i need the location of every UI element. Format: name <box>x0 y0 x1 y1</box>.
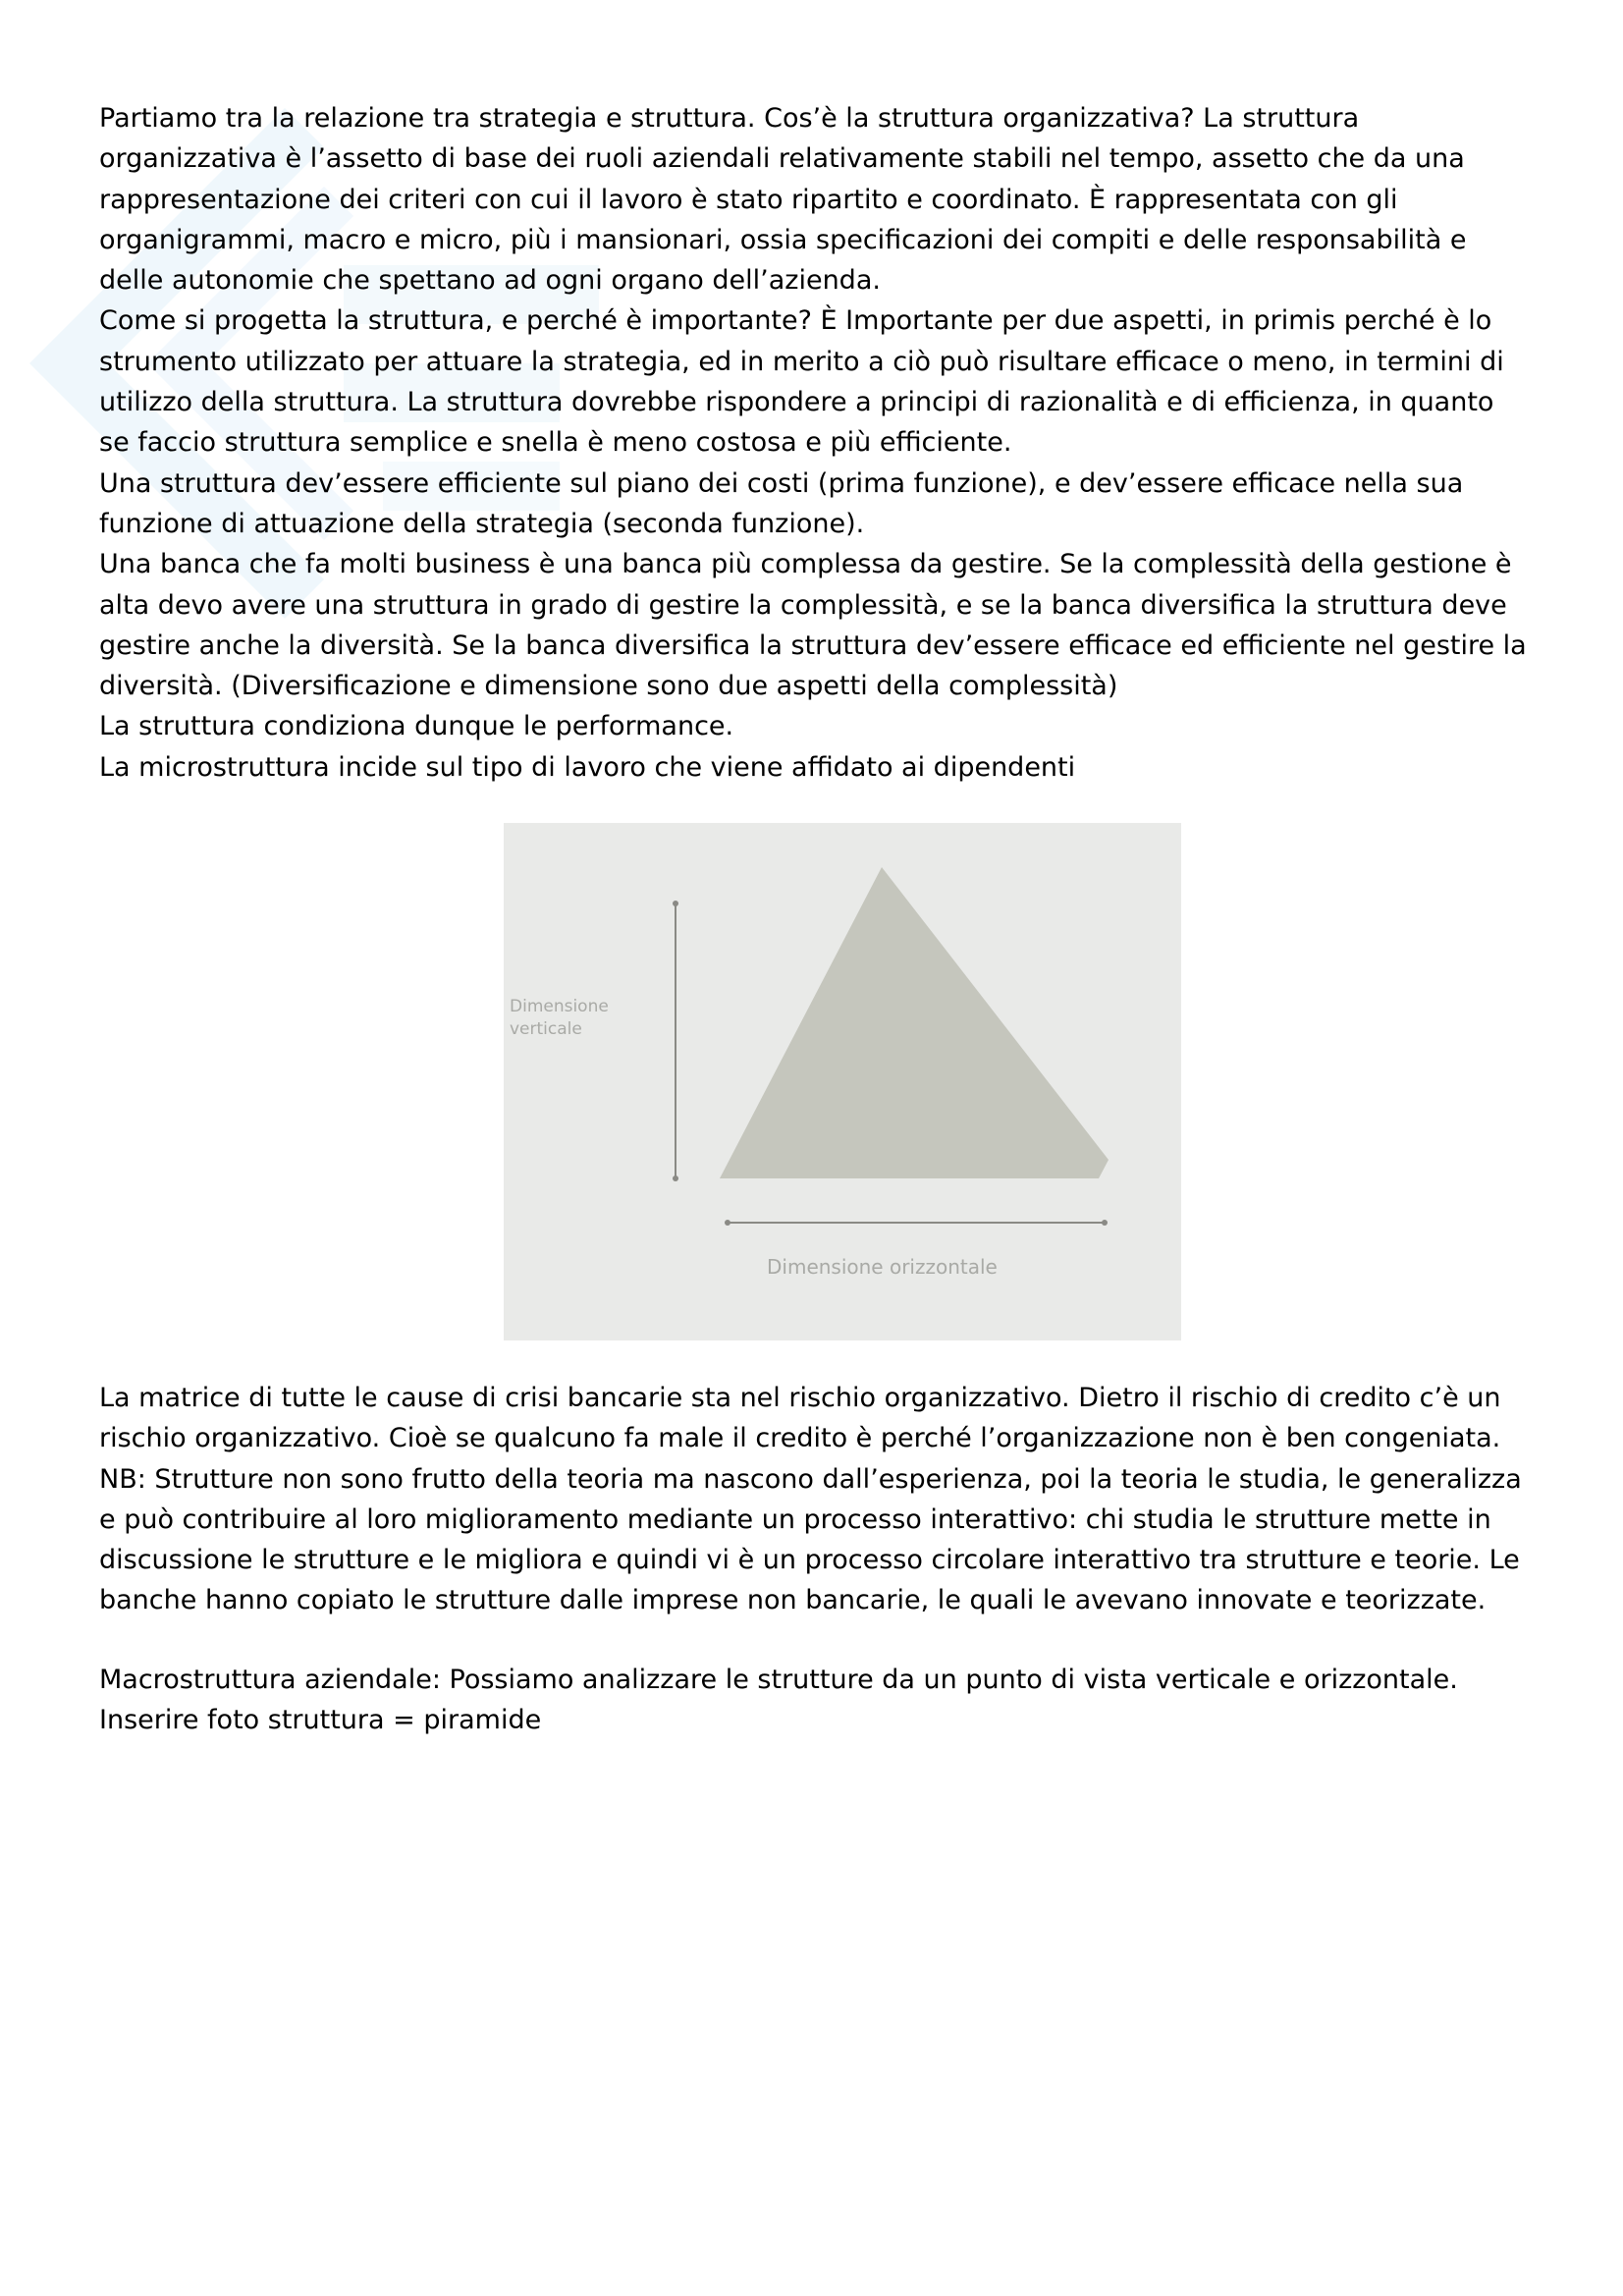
text-line: strumento utilizzato per attuare la strategia, ed in merito a ciò può risultare efficace o meno, in termini di <box>99 346 1504 377</box>
text-line: banche hanno copiato le strutture dalle imprese non bancarie, le quali le avevano innovate e teorizzate. <box>99 1585 1487 1616</box>
text-line: alta devo avere una struttura in grado di gestire la complessità, e se la banca diversifica la struttura deve <box>99 589 1507 621</box>
text-line: utilizzo della struttura. La struttura dovrebbe rispondere a principi di razionalità e di efficienza, in quanto <box>99 387 1494 418</box>
text-section-3 <box>99 1660 1533 1741</box>
paragraph-structure-intro <box>99 98 1533 788</box>
vertical-axis-bottom-marker <box>673 1175 678 1181</box>
vertical-axis-label-line2: verticale <box>510 1019 582 1039</box>
paragraph-organizational-risk <box>99 1378 1533 1621</box>
text-line: rischio organizzativo. Cioè se qualcuno fa male il credito è perché l’organizzazione non è ben congeniata. <box>99 1423 1501 1454</box>
text-line: e può contribuire al loro miglioramento mediante un processo interattivo: chi studia le strutture mette in <box>99 1503 1491 1535</box>
text-line: delle autonomie che spettano ad ogni organo dell’azienda. <box>99 265 881 297</box>
horizontal-axis-left-marker <box>725 1220 730 1226</box>
paragraph-macrostructure <box>99 1660 1533 1741</box>
horizontal-axis-right-marker <box>1102 1220 1108 1226</box>
vertical-axis-top-marker <box>673 901 678 906</box>
text-line: diversità. (Diversificazione e dimensione sono due aspetti della complessità) <box>99 671 1118 702</box>
text-line: Una banca che fa molti business è una banca più complessa da gestire. Se la complessità della gestione è <box>99 549 1512 580</box>
text-line: La matrice di tutte le cause di crisi bancarie sta nel rischio organizzativo. Dietro il rischio di credito c’è un <box>99 1383 1501 1413</box>
text-section-2 <box>99 1378 1533 1621</box>
text-line: rappresentazione dei criteri con cui il lavoro è stato ripartito e coordinato. È rappresentata con gli <box>99 184 1398 215</box>
text-line: Partiamo tra la relazione tra strategia e struttura. Cos’è la struttura organizzativa? La struttura <box>99 103 1360 134</box>
text-section-1 <box>99 98 1533 788</box>
text-line: Inserire foto struttura = piramide <box>99 1705 542 1736</box>
text-line: La struttura condiziona dunque le performance. <box>99 711 734 742</box>
pyramid-figure <box>504 823 1181 1340</box>
text-line: Come si progetta la struttura, e perché è importante? È Importante per due aspetti, in primis perché è lo <box>99 305 1492 337</box>
text-line: NB: Strutture non sono frutto della teoria ma nascono dall’esperienza, poi la teoria le studia, le generalizza <box>99 1463 1522 1495</box>
text-line: Macrostruttura aziendale: Possiamo analizzare le strutture da un punto di vista verticale e orizzontale. <box>99 1665 1458 1695</box>
pyramid-diagram <box>504 823 1181 1340</box>
text-line: organigrammi, macro e micro, più i mansionari, ossia specificazioni dei compiti e delle responsabilità e <box>99 224 1467 255</box>
vertical-axis-label: Dimensione <box>510 997 609 1016</box>
text-line: se faccio struttura semplice e snella è meno costosa e più efficiente. <box>99 427 1012 459</box>
text-line: gestire anche la diversità. Se la banca diversifica la struttura dev’essere efficace ed efficiente nel gestire la <box>99 629 1527 661</box>
text-line: funzione di attuazione della strategia (seconda funzione). <box>99 508 865 539</box>
text-line: organizzativa è l’assetto di base dei ruoli aziendali relativamente stabili nel tempo, assetto che da una <box>99 143 1465 175</box>
text-line: Una struttura dev’essere efficiente sul piano dei costi (prima funzione), e dev’essere efficace nella sua <box>99 467 1464 499</box>
text-line: La microstruttura incide sul tipo di lavoro che viene affidato ai dipendenti <box>99 751 1076 783</box>
horizontal-axis-label: Dimensione orizzontale <box>767 1255 998 1279</box>
text-line: discussione le strutture e le migliora e quindi vi è un processo circolare interattivo tra strutture e teorie. Le <box>99 1545 1520 1576</box>
